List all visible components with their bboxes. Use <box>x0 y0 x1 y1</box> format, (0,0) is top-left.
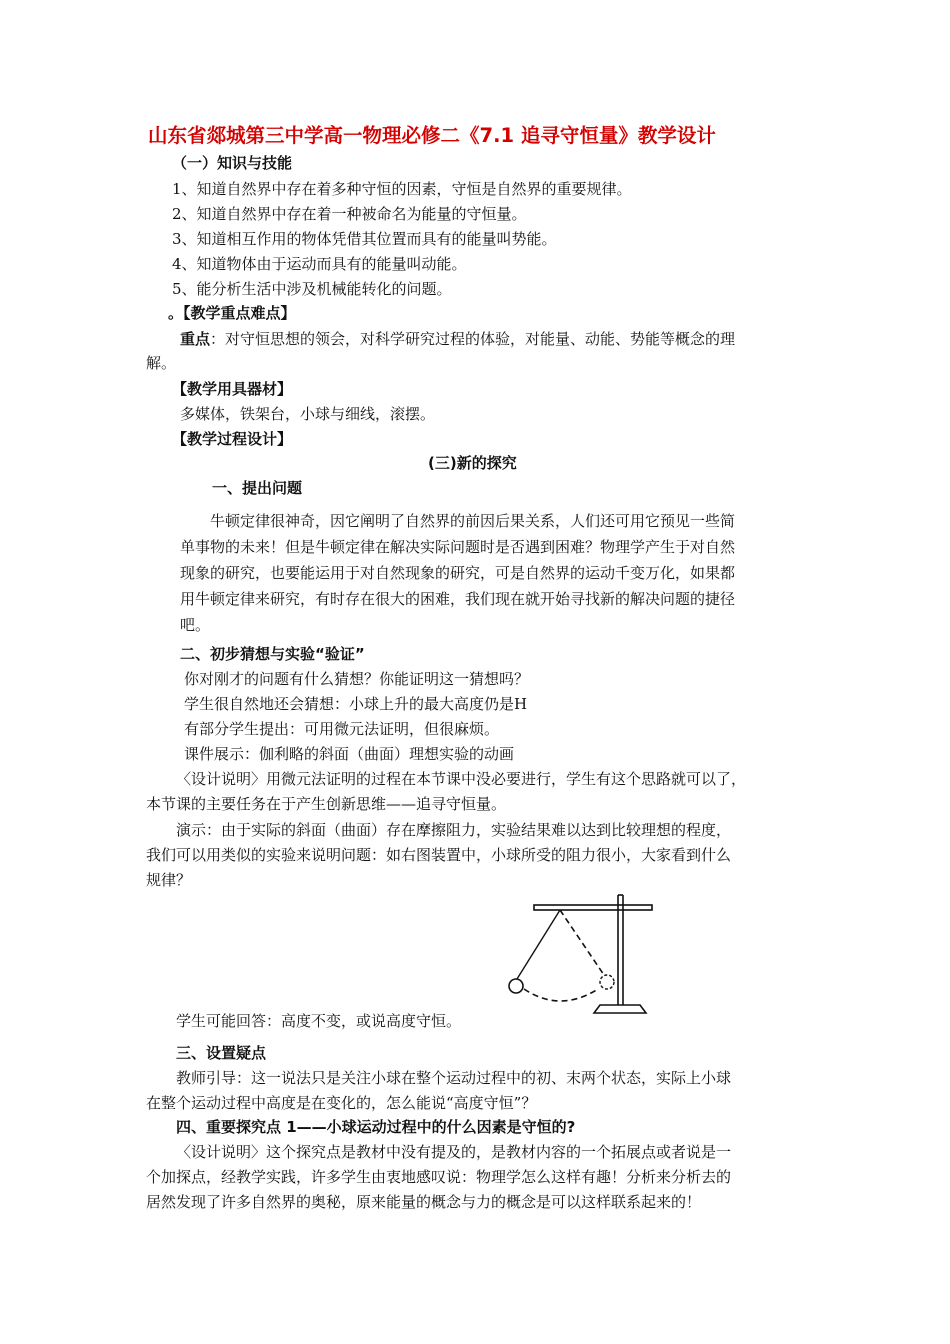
stand-crossbar <box>534 905 652 910</box>
part1-heading: 一、提出问题 <box>212 479 303 497</box>
key-text: ：对守恒思想的领会，对科学研究过程的体验，对能量、动能、势能等概念的理 <box>210 330 736 348</box>
pendulum-string <box>517 910 560 979</box>
pendulum-figure <box>490 885 680 1025</box>
key-label: 重点 <box>180 330 211 348</box>
page-title: 山东省郯城第三中学高一物理必修二《7.1 追寻守恒量》教学设计 <box>148 124 716 147</box>
demo-line: 规律？ <box>146 871 192 889</box>
section-heading-process: 【教学过程设计】 <box>172 430 293 448</box>
knowledge-item: 2、知道自然界中存在着一种被命名为能量的守恒量。 <box>172 205 527 223</box>
pendulum-ball <box>509 979 523 993</box>
part3-line: 在整个运动过程中高度是在变化的，怎么能说“高度守恒”？ <box>146 1094 537 1112</box>
demo-line: 演示：由于实际的斜面（曲面）存在摩擦阻力，实验结果难以达到比较理想的程度， <box>176 821 732 839</box>
paragraph-line: 牛顿定律很神奇，因它阐明了自然界的前因后果关系，人们还可用它预见一些简 <box>210 512 736 530</box>
section-heading-tools: 【教学用具器材】 <box>172 380 293 398</box>
pendulum-ball-dashed <box>600 975 614 989</box>
stand-base <box>594 1005 646 1013</box>
paragraph-line: 用牛顿定律来研究，有时存在很大的困难，我们现在就开始寻找新的解决问题的捷径 <box>180 590 736 608</box>
swing-arc <box>524 989 598 1001</box>
section-heading-key-points: 。【教学重点难点】 <box>168 304 296 322</box>
part2-line: 学生很自然地还会猜想：小球上升的最大高度仍是H <box>184 695 528 713</box>
key-points-line <box>180 328 735 350</box>
design-note-2 <box>176 1141 731 1163</box>
part1-paragraph <box>180 508 820 638</box>
design-note-1-cont: 本节课的主要任务在于产生创新思维——追寻守恒量。 <box>146 795 507 813</box>
demo-line: 我们可以用类似的实验来说明问题：如右图装置中，小球所受的阻力很小，大家看到什么 <box>146 846 732 864</box>
paragraph-line: 单事物的未来！但是牛顿定律在解决实际问题时是否遇到困难？物理学产生于对自然 <box>180 538 736 556</box>
design-note-label: 〈设计说明〉 <box>176 770 267 788</box>
design-note-label: 〈设计说明〉 <box>176 1143 267 1161</box>
paragraph-line: 现象的研究，也要能运用于对自然现象的研究，可是自然界的运动千变万化，如果都 <box>180 564 736 582</box>
knowledge-item: 3、知道相互作用的物体凭借其位置而具有的能量叫势能。 <box>172 230 557 248</box>
design-note-text: 用微元法证明的过程在本节课中没必要进行，学生有这个思路就可以了， <box>266 770 747 788</box>
part2-line: 你对刚才的问题有什么猜想？你能证明这一猜想吗？ <box>184 670 530 688</box>
student-answer: 学生可能回答：高度不变，或说高度守恒。 <box>176 1012 462 1030</box>
design-note-text: 这个探究点是教材中没有提及的，是教材内容的一个拓展点或者说是一 <box>266 1143 732 1161</box>
part4-heading: 四、重要探究点 1——小球运动过程中的什么因素是守恒的? <box>176 1118 576 1136</box>
part2-line: 课件展示：伽利略的斜面（曲面）理想实验的动画 <box>184 745 515 763</box>
pendulum-string-dashed <box>560 910 604 975</box>
tools-text: 多媒体，铁架台，小球与细线，滚摆。 <box>180 405 436 423</box>
part2-line: 有部分学生提出：可用微元法证明，但很麻烦。 <box>184 720 500 738</box>
knowledge-item: 1、知道自然界中存在着多种守恒的因素，守恒是自然界的重要规律。 <box>172 180 632 198</box>
knowledge-item: 4、知道物体由于运动而具有的能量叫动能。 <box>172 255 467 273</box>
design-note-2-line: 个加探点，经教学实践，许多学生由衷地感叹说：物理学怎么这样有趣！分析来分析去的 <box>146 1168 732 1186</box>
section-heading-knowledge: （一）知识与技能 <box>172 154 293 172</box>
design-note-1 <box>176 768 746 790</box>
paragraph-line: 吧。 <box>180 616 211 634</box>
sub-heading-center: (三)新的探究 <box>428 454 517 472</box>
key-points-line: 解。 <box>146 354 177 372</box>
part2-heading: 二、初步猜想与实验“验证” <box>180 645 365 663</box>
part3-line: 教师引导：这一说法只是关注小球在整个运动过程中的初、末两个状态，实际上小球 <box>176 1069 732 1087</box>
part3-heading: 三、设置疑点 <box>176 1044 267 1062</box>
design-note-2-line: 居然发现了许多自然界的奥秘，原来能量的概念与力的概念是可以这样联系起来的！ <box>146 1193 702 1211</box>
knowledge-item: 5、能分析生活中涉及机械能转化的问题。 <box>172 280 452 298</box>
